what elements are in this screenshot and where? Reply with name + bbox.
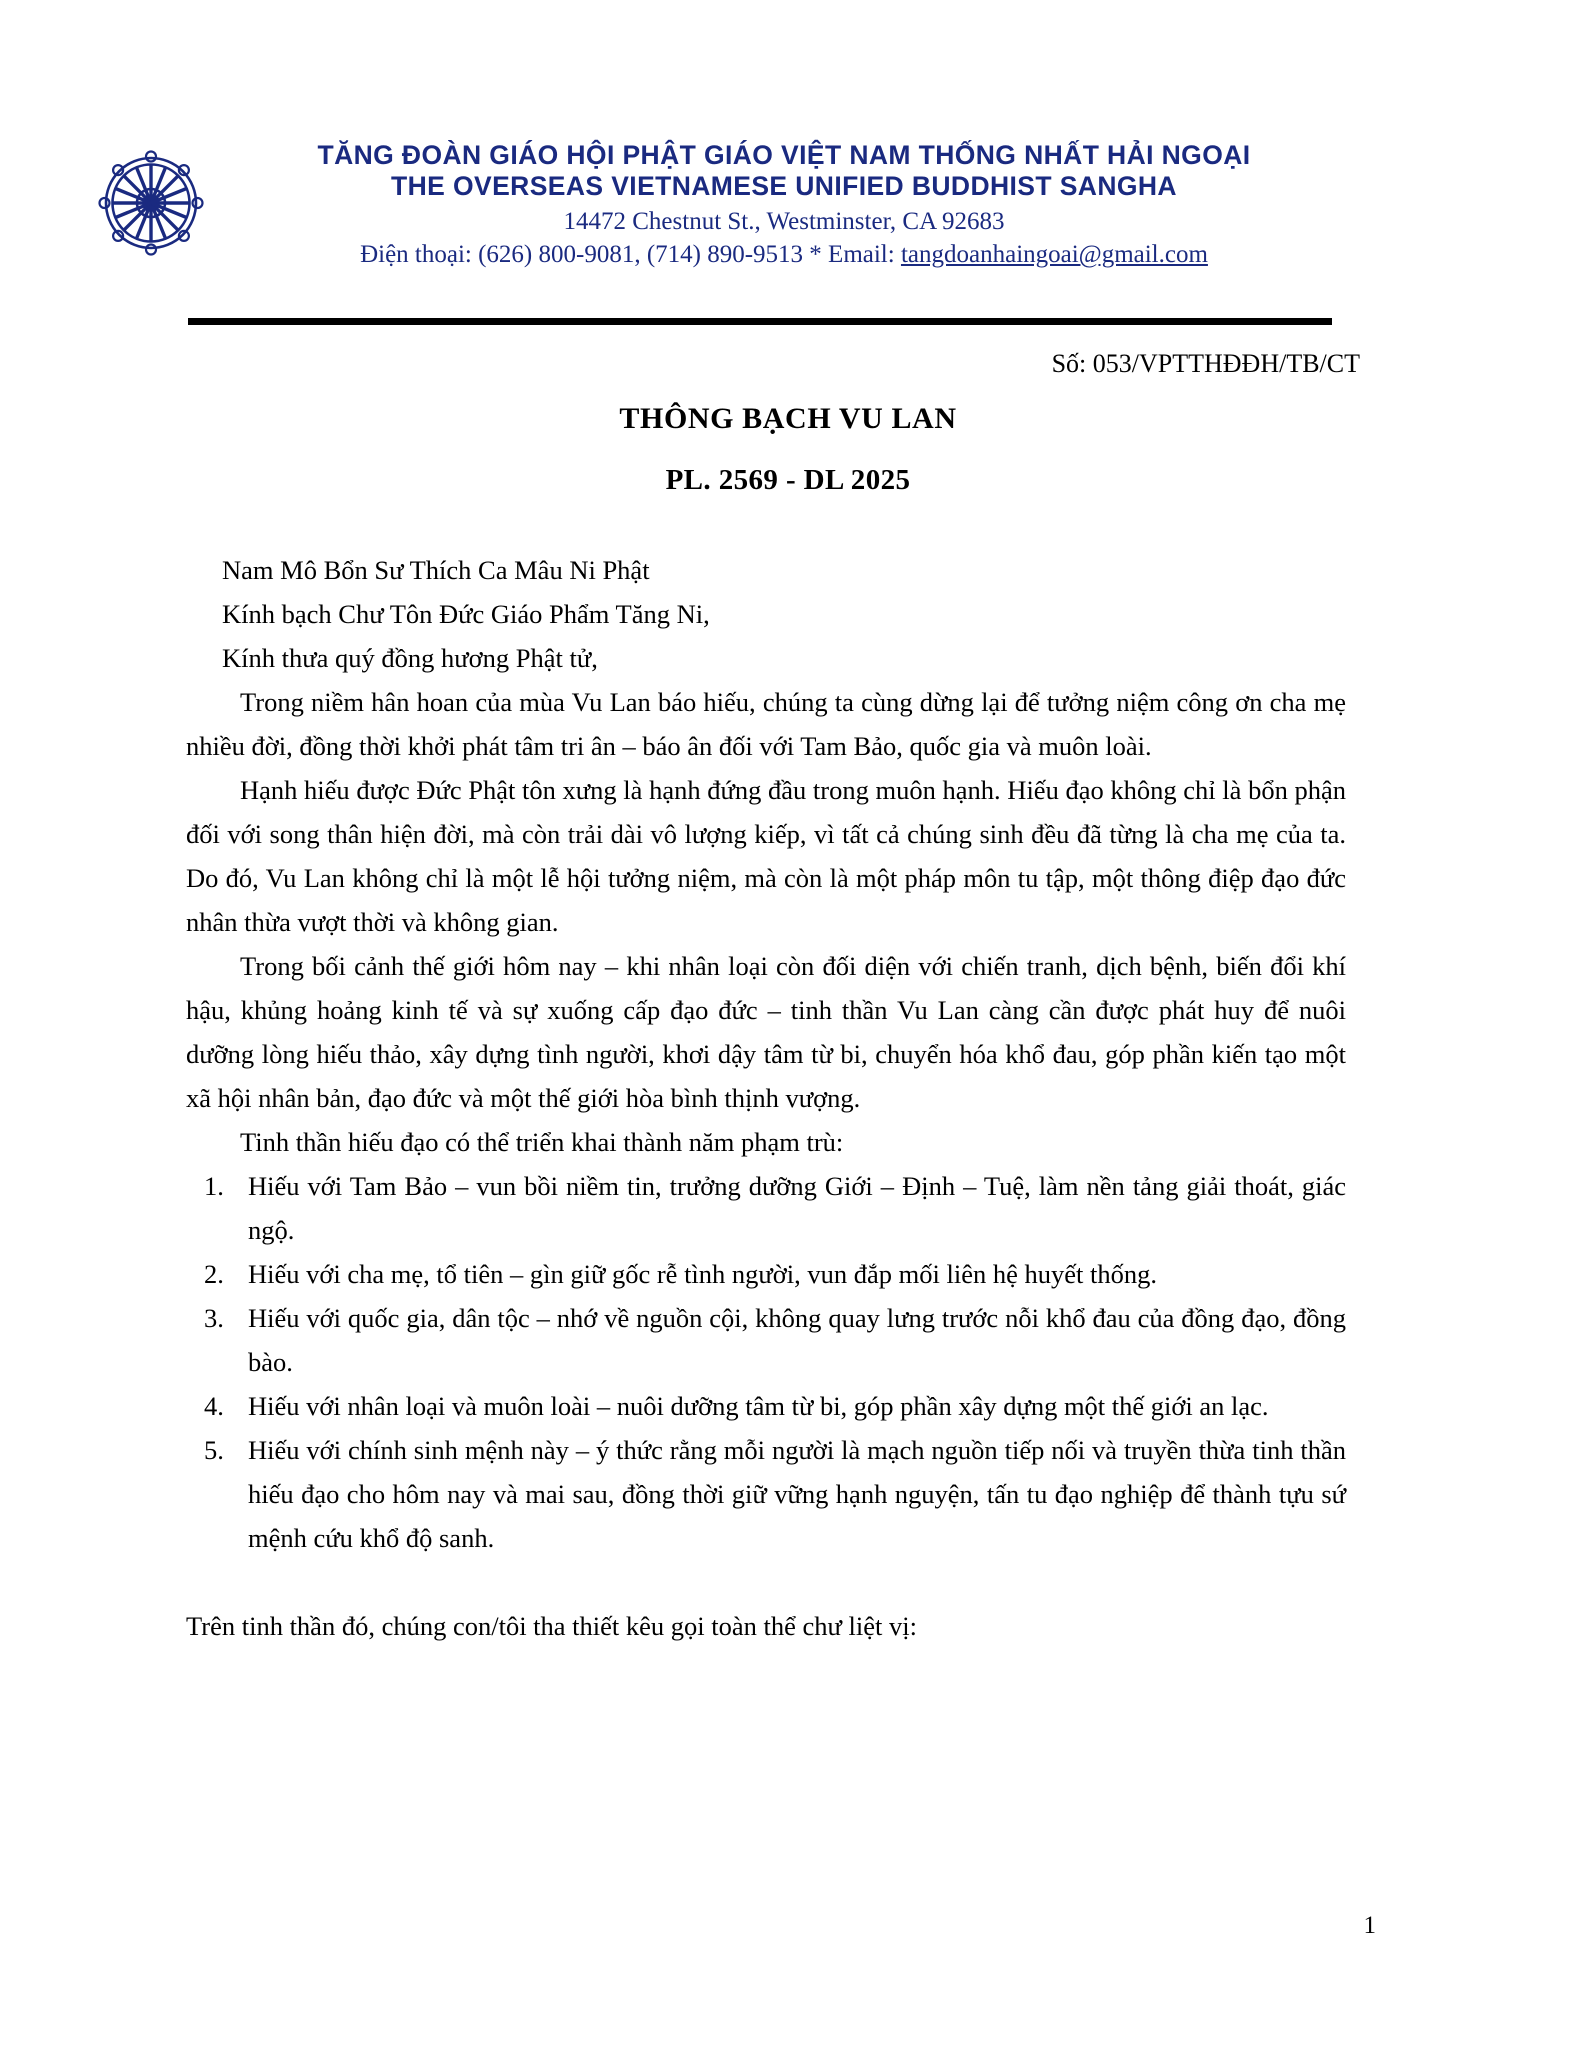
page-title: THÔNG BẠCH VU LAN bbox=[619, 402, 957, 435]
closing-paragraph: Trên tinh thần đó, chúng con/tôi tha thiết kêu gọi toàn thể chư liệt vị: bbox=[186, 1611, 917, 1641]
org-email-link[interactable]: tangdoanhaingoai@gmail.com bbox=[900, 241, 1208, 269]
list-item: Hiếu với cha mẹ, tổ tiên – gìn giữ gốc rễ tình người, vun đắp mối liên hệ huyết thống. bbox=[248, 1259, 1158, 1289]
page-subtitle: PL. 2569 - DL 2025 bbox=[665, 463, 911, 496]
list-item: Hiếu với Tam Bảo – vun bồi niềm tin, trưởng dưỡng Giới – Định – Tuệ, làm nền tảng giải thoát, giác ngộ. bbox=[248, 1171, 1346, 1245]
org-name-english: THE OVERSEAS VIETNAMESE UNIFIED BUDDHIST SANGHA bbox=[391, 171, 1177, 202]
org-contact-phones: Điện thoại: (626) 800-9081, (714) 890-9513 * Email: bbox=[360, 241, 901, 269]
body-paragraph-3: Trong bối cảnh thế giới hôm nay – khi nhân loại còn đối diện với chiến tranh, dịch bệnh, biến đổi khí hậu, khủng hoảng kinh tế và sự xuống cấp đạo đức – tinh thần Vu Lan càng cần được phát huy để nuôi dưỡng lòng hiếu thảo, xây dựng tình người, khơi dậy tâm từ bi, chuyển hóa khổ đau, góp phần kiến tạo một xã hội nhân bản, đạo đức và một thế giới hòa bình thịnh vượng. bbox=[186, 951, 1346, 1113]
salutation-block bbox=[186, 548, 1346, 680]
org-contact bbox=[204, 239, 1364, 272]
document-body bbox=[186, 548, 1346, 1648]
body-paragraph-1: Trong niềm hân hoan của mùa Vu Lan báo hiếu, chúng ta cùng dừng lại để tưởng niệm công ơn cha mẹ nhiều đời, đồng thời khởi phát tâm tri ân – báo ân đối với Tam Bảo, quốc gia và muôn loài. bbox=[186, 687, 1346, 761]
document-number: Số: 053/VPTTHĐĐH/TB/CT bbox=[1051, 349, 1360, 378]
salutation-line-1: Nam Mô Bổn Sư Thích Ca Mâu Ni Phật bbox=[222, 555, 650, 585]
body-paragraph-2: Hạnh hiếu được Đức Phật tôn xưng là hạnh đứng đầu trong muôn hạnh. Hiếu đạo không chỉ là bổn phận đối với song thân hiện đời, mà còn trải dài vô lượng kiếp, vì tất cả chúng sinh đều đã từng là cha mẹ của ta. Do đó, Vu Lan không chỉ là một lễ hội tưởng niệm, mà còn là một pháp môn tu tập, một thông điệp đạo đức nhân thừa vượt thời và không gian. bbox=[186, 775, 1346, 937]
org-name-vietnamese: TĂNG ĐOÀN GIÁO HỘI PHẬT GIÁO VIỆT NAM THỐNG NHẤT HẢI NGOẠI bbox=[317, 140, 1251, 170]
dharma-wheel-icon bbox=[96, 148, 206, 258]
page-number: 1 bbox=[1363, 1912, 1376, 1939]
filial-piety-list bbox=[186, 1164, 1346, 1560]
list-introduction: Tinh thần hiếu đạo có thể triển khai thành năm phạm trù: bbox=[240, 1127, 844, 1157]
title-block bbox=[0, 400, 1576, 498]
list-item: Hiếu với nhân loại và muôn loài – nuôi dưỡng tâm từ bi, góp phần xây dựng một thế giới an lạc. bbox=[248, 1391, 1269, 1421]
org-address: 14472 Chestnut St., Westminster, CA 92683 bbox=[563, 207, 1005, 235]
salutation-line-2: Kính bạch Chư Tôn Đức Giáo Phẩm Tăng Ni, bbox=[222, 599, 710, 629]
salutation-line-3: Kính thưa quý đồng hương Phật tử, bbox=[222, 643, 598, 673]
list-item: Hiếu với quốc gia, dân tộc – nhớ về nguồn cội, không quay lưng trước nỗi khổ đau của đồng đạo, đồng bào. bbox=[248, 1303, 1346, 1377]
list-item: Hiếu với chính sinh mệnh này – ý thức rằng mỗi người là mạch nguồn tiếp nối và truyền thừa tinh thần hiếu đạo cho hôm nay và mai sau, đồng thời giữ vững hạnh nguyện, tấn tu đạo nghiệp để thành tựu sứ mệnh cứu khổ độ sanh. bbox=[248, 1435, 1346, 1553]
organization-block bbox=[204, 140, 1364, 272]
header-divider bbox=[188, 318, 1332, 325]
letterhead bbox=[96, 140, 1488, 325]
